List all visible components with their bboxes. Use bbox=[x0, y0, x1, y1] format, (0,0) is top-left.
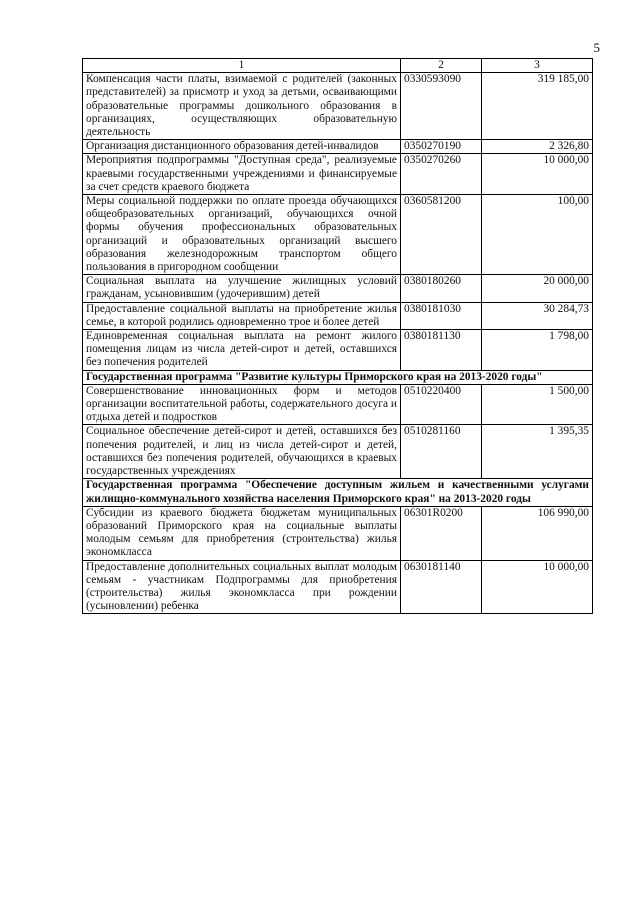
budget-table bbox=[82, 58, 593, 614]
expense-name: Субсидии из краевого бюджета бюджетам муниципальных образований Приморского края на социальные выплаты молодым семьям для приобретения (строительства) жилья экономкласса bbox=[83, 506, 401, 560]
program-heading-row bbox=[83, 479, 593, 506]
table-row bbox=[83, 140, 593, 154]
table-row bbox=[83, 425, 593, 479]
amount: 106 990,00 bbox=[482, 506, 593, 560]
table-row bbox=[83, 330, 593, 371]
budget-code: 0380181130 bbox=[401, 330, 482, 371]
amount: 319 185,00 bbox=[482, 73, 593, 140]
table-row bbox=[83, 73, 593, 140]
expense-name: Предоставление дополнительных социальных выплат молодым семьям - участникам Подпрограммы для приобретения (строительства) жилья экономкласса при рождении (усыновлении) ребенка bbox=[83, 560, 401, 614]
amount: 1 395,35 bbox=[482, 425, 593, 479]
header-col-3: 3 bbox=[482, 59, 593, 73]
amount: 10 000,00 bbox=[482, 154, 593, 195]
expense-name: Организация дистанционного образования детей-инвалидов bbox=[83, 140, 401, 154]
budget-code: 0360581200 bbox=[401, 195, 482, 275]
program-title: Государственная программа "Развитие культуры Приморского края на 2013-2020 годы" bbox=[83, 370, 593, 384]
budget-code: 0510220400 bbox=[401, 384, 482, 425]
table-row bbox=[83, 275, 593, 302]
expense-name: Предоставление социальной выплаты на приобретение жилья семье, в которой родились одновременно трое и более детей bbox=[83, 302, 401, 329]
table-row bbox=[83, 195, 593, 275]
amount: 1 798,00 bbox=[482, 330, 593, 371]
amount: 10 000,00 bbox=[482, 560, 593, 614]
budget-code: 0330593090 bbox=[401, 73, 482, 140]
expense-name: Социальное обеспечение детей-сирот и детей, оставшихся без попечения родителей, и лиц из числа детей-сирот и детей, оставшихся без попечения родителей, обучающихся в краевых государственных учреждениях bbox=[83, 425, 401, 479]
expense-name: Меры социальной поддержки по оплате проезда обучающихся общеобразовательных организаций, обучающихся очной формы обучения профессиональных образовательных организаций и образовательных организаций высшего образования железнодорожным транспортом общего пользования в пригородном сообщении bbox=[83, 195, 401, 275]
amount: 100,00 bbox=[482, 195, 593, 275]
table-row bbox=[83, 384, 593, 425]
expense-name: Компенсация части платы, взимаемой с родителей (законных представителей) за присмотр и уход за детьми, осваивающими образовательные программы дошкольного образования в организациях, осуществляющих образовательную деятельность bbox=[83, 73, 401, 140]
amount: 2 326,80 bbox=[482, 140, 593, 154]
expense-name: Единовременная социальная выплата на ремонт жилого помещения лицам из числа детей-сирот и детей, оставшихся без попечения родителей bbox=[83, 330, 401, 371]
program-heading-row bbox=[83, 370, 593, 384]
table-row bbox=[83, 506, 593, 560]
budget-code: 0380181030 bbox=[401, 302, 482, 329]
header-row bbox=[83, 59, 593, 73]
expense-name: Социальная выплата на улучшение жилищных условий гражданам, усыновившим (удочерившим) детей bbox=[83, 275, 401, 302]
amount: 1 500,00 bbox=[482, 384, 593, 425]
amount: 30 284,73 bbox=[482, 302, 593, 329]
program-title: Государственная программа "Обеспечение доступным жильем и качественными услугами жилищно-коммунального хозяйства населения Приморского края" на 2013-2020 годы bbox=[83, 479, 593, 506]
budget-code: 06301R0200 bbox=[401, 506, 482, 560]
page-number: 5 bbox=[593, 40, 600, 55]
budget-code: 0380180260 bbox=[401, 275, 482, 302]
amount: 20 000,00 bbox=[482, 275, 593, 302]
budget-code: 0630181140 bbox=[401, 560, 482, 614]
expense-name: Совершенствование инновационных форм и методов организации воспитательной работы, содержательного досуга и отдыха детей и подростков bbox=[83, 384, 401, 425]
header-col-1: 1 bbox=[83, 59, 401, 73]
expense-name: Мероприятия подпрограммы "Доступная среда", реализуемые краевыми государственными учреждениями и финансируемые за счет средств краевого бюджета bbox=[83, 154, 401, 195]
budget-code: 0350270260 bbox=[401, 154, 482, 195]
budget-code: 0510281160 bbox=[401, 425, 482, 479]
table-row bbox=[83, 560, 593, 614]
header-col-2: 2 bbox=[401, 59, 482, 73]
budget-code: 0350270190 bbox=[401, 140, 482, 154]
table-row bbox=[83, 302, 593, 329]
table-row bbox=[83, 154, 593, 195]
